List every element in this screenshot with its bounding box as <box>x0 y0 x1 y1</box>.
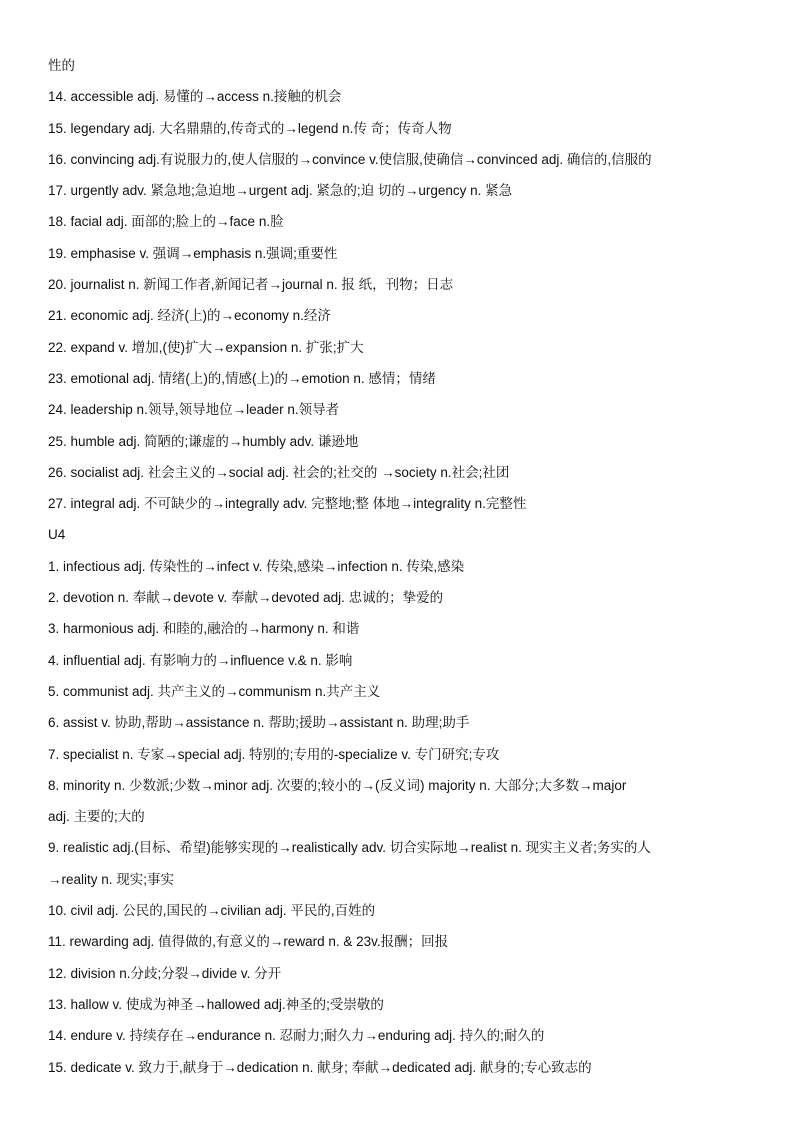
vocab-entry: 10. civil adj. 公民的,国民的→civilian adj. 平民的,百姓的 <box>48 903 376 919</box>
vocab-entry: 19. emphasise v. 强调→emphasis n.强调;重要性 <box>48 245 338 261</box>
vocab-entry: 1. infectious adj. 传染性的→infect v. 传染,感染→infection n. 传染,感染 <box>48 558 465 574</box>
vocabulary-page <box>48 50 760 1083</box>
vocab-entry: 24. leadership n.领导,领导地位→leader n.领导者 <box>48 402 340 418</box>
text-line: 性的 <box>48 58 75 73</box>
vocab-entry: 2. devotion n. 奉献→devote v. 奉献→devoted adj. 忠诚的；挚爱的 <box>48 590 444 606</box>
vocab-entry: 26. socialist adj. 社会主义的→social adj. 社会的;社交的 →society n.社会;社团 <box>48 464 510 480</box>
vocab-entry-continuation: →reality n. 现实;事实 <box>48 871 175 887</box>
vocab-entry: 20. journalist n. 新闻工作者,新闻记者→journal n. 报 纸，刊物；日志 <box>48 277 454 293</box>
vocab-entry: 6. assist v. 协助,帮助→assistance n. 帮助;援助→assistant n. 助理;助手 <box>48 715 470 731</box>
vocab-entry: 13. hallow v. 使成为神圣→hallowed adj.神圣的;受崇敬的 <box>48 996 384 1012</box>
vocab-entry: 9. realistic adj.(目标、希望)能够实现的→realistically adv. 切合实际地→realist n. 现实主义者;务实的人 <box>48 840 651 856</box>
vocab-entry: 15. legendary adj. 大名鼎鼎的,传奇式的→legend n.传 奇；传奇人物 <box>48 120 452 136</box>
vocab-entry: 16. convincing adj.有说服力的,使人信服的→convince v.使信服,使确信→convinced adj. 确信的,信服的 <box>48 151 652 167</box>
vocab-entry: 17. urgently adv. 紧急地;急迫地→urgent adj. 紧急的;迫 切的→urgency n. 紧急 <box>48 183 513 199</box>
vocab-entry: 12. division n.分歧;分裂→divide v. 分开 <box>48 965 282 981</box>
vocab-entry: 21. economic adj. 经济(上)的→economy n.经济 <box>48 308 331 324</box>
vocab-entry: 22. expand v. 增加,(使)扩大→expansion n. 扩张;扩大 <box>48 339 364 355</box>
vocab-entry: 11. rewarding adj. 值得做的,有意义的→reward n. & 23v.报酬；回报 <box>48 934 449 950</box>
vocab-entry-continuation: adj. 主要的;大的 <box>48 809 145 825</box>
vocab-entry: 25. humble adj. 简陋的;谦虚的→humbly adv. 谦逊地 <box>48 433 359 449</box>
vocab-entry: 23. emotional adj. 情绪(上)的,情感(上)的→emotion n. 感情；情绪 <box>48 370 436 386</box>
vocab-entry: 8. minority n. 少数派;少数→minor adj. 次要的;较小的→(反义词) majority n. 大部分;大多数→major <box>48 777 627 793</box>
vocab-entry: 14. endure v. 持续存在→endurance n. 忍耐力;耐久力→enduring adj. 持久的;耐久的 <box>48 1028 545 1044</box>
vocab-entry: 7. specialist n. 专家→special adj. 特别的;专用的-specialize v. 专门研究;专攻 <box>48 746 500 762</box>
vocab-entry: 4. influential adj. 有影响力的→influence v.& n. 影响 <box>48 652 353 668</box>
vocab-entry: 5. communist adj. 共产主义的→communism n.共产主义 <box>48 683 381 699</box>
vocab-entry: 27. integral adj. 不可缺少的→integrally adv. 完整地;整 体地→integrality n.完整性 <box>48 496 527 512</box>
vocab-entry: 15. dedicate v. 致力于,献身于→dedication n. 献身; 奉献→dedicated adj. 献身的;专心致志的 <box>48 1059 592 1075</box>
vocab-entry: 3. harmonious adj. 和睦的,融洽的→harmony n. 和谐 <box>48 621 360 637</box>
vocab-entry: 14. accessible adj. 易懂的→access n.接触的机会 <box>48 89 342 105</box>
vocab-entry: 18. facial adj. 面部的;脸上的→face n.脸 <box>48 214 284 230</box>
section-heading: U4 <box>48 527 66 543</box>
